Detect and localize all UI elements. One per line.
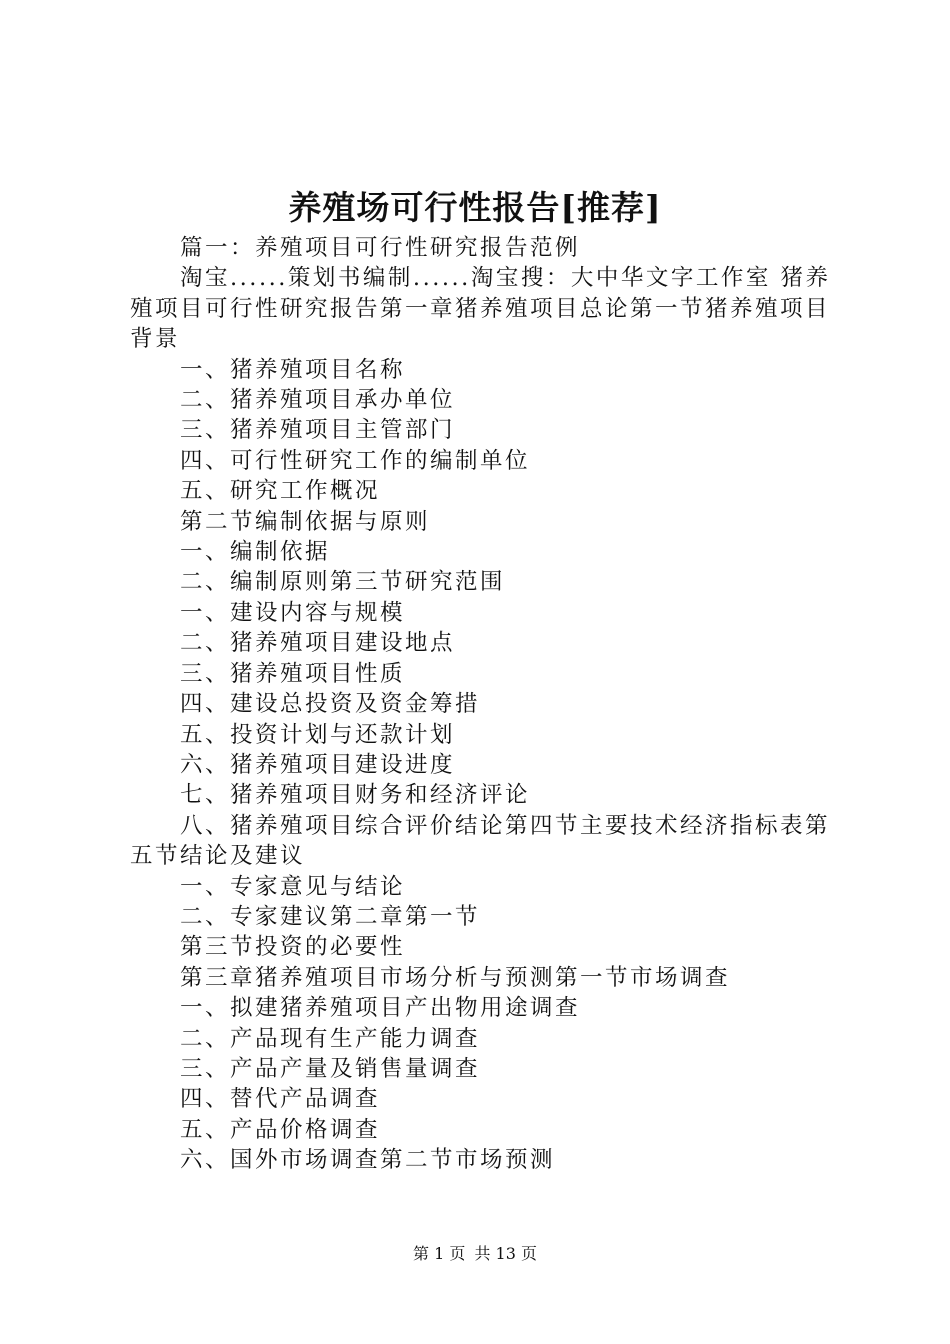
paragraph: 七、猪养殖项目财务和经济评论 xyxy=(180,782,531,809)
paragraph: 第二节编制依据与原则 xyxy=(180,508,431,535)
paragraph: 一、编制依据 xyxy=(180,539,331,566)
page-number: 第 1 页 xyxy=(413,1244,466,1263)
paragraph: 一、建设内容与规模 xyxy=(180,599,406,626)
paragraph: 第三节投资的必要性 xyxy=(180,934,406,961)
page-footer xyxy=(0,1244,950,1264)
paragraph: 五、投资计划与还款计划 xyxy=(180,721,456,748)
paragraph: 一、拟建猪养殖项目产出物用途调查 xyxy=(180,995,581,1022)
document-body xyxy=(130,233,835,1176)
paragraph: 二、猪养殖项目承办单位 xyxy=(180,387,456,414)
paragraph: 六、猪养殖项目建设进度 xyxy=(180,751,456,778)
paragraph: 一、专家意见与结论 xyxy=(180,873,406,900)
paragraph: 三、猪养殖项目主管部门 xyxy=(180,417,456,444)
paragraph: 六、国外市场调查第二节市场预测 xyxy=(180,1147,556,1174)
paragraph: 三、猪养殖项目性质 xyxy=(180,660,406,687)
paragraph: 四、建设总投资及资金筹措 xyxy=(180,691,481,718)
paragraph: 五、研究工作概况 xyxy=(180,478,381,505)
paragraph: 二、产品现有生产能力调查 xyxy=(180,1025,481,1052)
paragraph: 二、专家建议第二章第一节 xyxy=(180,903,481,930)
paragraph: 三、产品产量及销售量调查 xyxy=(180,1055,481,1082)
page-total: 共 13 页 xyxy=(474,1244,537,1263)
paragraph: 淘宝......策划书编制......淘宝搜：大中华文字工作室 猪养殖项目可行性研究报告第一章猪养殖项目总论第一节猪养殖项目背景 xyxy=(130,265,831,353)
paragraph: 第三章猪养殖项目市场分析与预测第一节市场调查 xyxy=(180,964,731,991)
paragraph: 八、猪养殖项目综合评价结论第四节主要技术经济指标表第五节结论及建议 xyxy=(130,812,831,870)
paragraph: 一、猪养殖项目名称 xyxy=(180,356,406,383)
paragraph: 四、可行性研究工作的编制单位 xyxy=(180,447,531,474)
paragraph: 四、替代产品调查 xyxy=(180,1086,381,1113)
paragraph: 二、猪养殖项目建设地点 xyxy=(180,630,456,657)
paragraph: 篇一：养殖项目可行性研究报告范例 xyxy=(180,235,581,261)
paragraph: 二、编制原则第三节研究范围 xyxy=(180,569,506,596)
paragraph: 五、产品价格调查 xyxy=(180,1116,381,1143)
document-title: 养殖场可行性报告[推荐] xyxy=(288,188,662,227)
